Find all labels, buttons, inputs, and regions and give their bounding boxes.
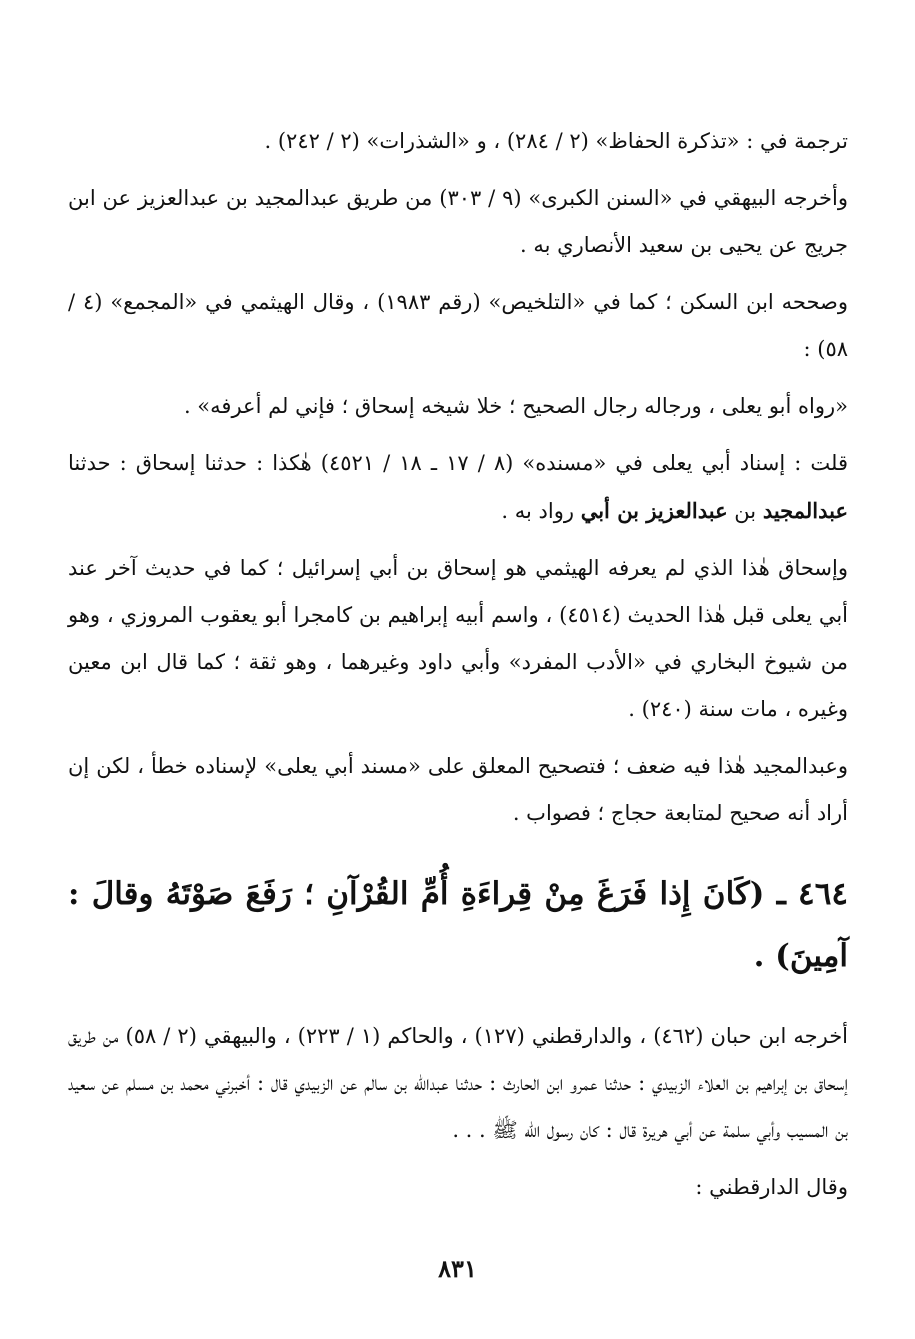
page-number: ٨٣١ xyxy=(438,1254,477,1283)
paragraph-text: بن xyxy=(727,499,763,523)
bold-name: عبدالعزيز بن أبي xyxy=(580,498,728,523)
paragraph xyxy=(68,440,848,535)
commentary-block-2 xyxy=(68,1013,848,1211)
paragraph: ترجمة في : «تذكرة الحفاظ» (٢ / ٢٨٤) ، و «الشذرات» (٢ / ٢٤٢) . xyxy=(264,129,848,153)
paragraph-text: قلت : إسناد أبي يعلى في «مسنده» (٨ / ١٧ ـ ١٨ / ٤٥٢١) هٰكذا : حدثنا إسحاق : حدثنا xyxy=(68,451,848,475)
paragraph: وإسحاق هٰذا الذي لم يعرفه الهيثمي هو إسحاق بن أبي إسرائيل ؛ كما في حديث آخر عند أبي يعلى قبل هٰذا الحديث (٤٥١٤) ، واسم أبيه إبراهيم بن كامجرا أبو يعقوب المروزي ، وهو من شيوخ البخاري في «الأدب المفرد» وأبي داود وغيرهما ، وهو ثقة ؛ كما قال ابن معين وغيره ، مات سنة (٢٤٠) . xyxy=(68,556,849,721)
page-body xyxy=(68,118,848,1298)
paragraph: وقال الدارقطني : xyxy=(695,1175,848,1199)
hadith-heading xyxy=(68,863,848,987)
quote-paragraph: «رواه أبو يعلى ، ورجاله رجال الصحيح ؛ خلا شيخه إسحاق ؛ فإني لم أعرفه» . xyxy=(183,394,848,418)
bold-name: عبدالمجيد xyxy=(762,498,848,523)
paragraph: وصححه ابن السكن ؛ كما في «التلخيص» (رقم ١٩٨٣) ، وقال الهيثمي في «المجمع» (٤ / ٥٨) : xyxy=(68,290,848,361)
paragraph: وعبدالمجيد هٰذا فيه ضعف ؛ فتصحيح المعلق على «مسند أبي يعلى» لإسناده خطأ ، لكن إن أراد أنه صحيح لمتابعة حجاج ؛ فصواب . xyxy=(68,754,848,825)
commentary-block-1 xyxy=(68,118,848,837)
paragraph: أخرجه ابن حبان (٤٦٢) ، والدارقطني (١٢٧) ، والحاكم (١ / ٢٢٣) ، والبيهقي (٢ / ٥٨) من طريق إسحاق بن إبراهيم بن العلاء الزبيدي : حدثنا عمرو ابن الحارث : حدثنا عبدالله بن سالم عن الزبيدي قال : أخبرني محمد بن مسلم عن سعيد بن المسيب وأبي سلمة عن أبي هريرة قال : كان رسول الله ﷺ . . . xyxy=(68,1024,849,1142)
hadith-text: ـ (كَانَ إِذا فَرَغَ مِنْ قِراءَةِ أُمِّ القُرْآنِ ؛ رَفَعَ صَوْتَهُ وقالَ : آمِينَ) . xyxy=(68,876,848,974)
paragraph: وأخرجه البيهقي في «السنن الكبرى» (٩ / ٣٠٣) من طريق عبدالمجيد بن عبدالعزيز عن ابن جريج عن يحيى بن سعيد الأنصاري به . xyxy=(68,186,848,257)
paragraph-text: رواد به . xyxy=(501,499,581,523)
hadith-number: ٤٦٤ xyxy=(798,876,848,912)
